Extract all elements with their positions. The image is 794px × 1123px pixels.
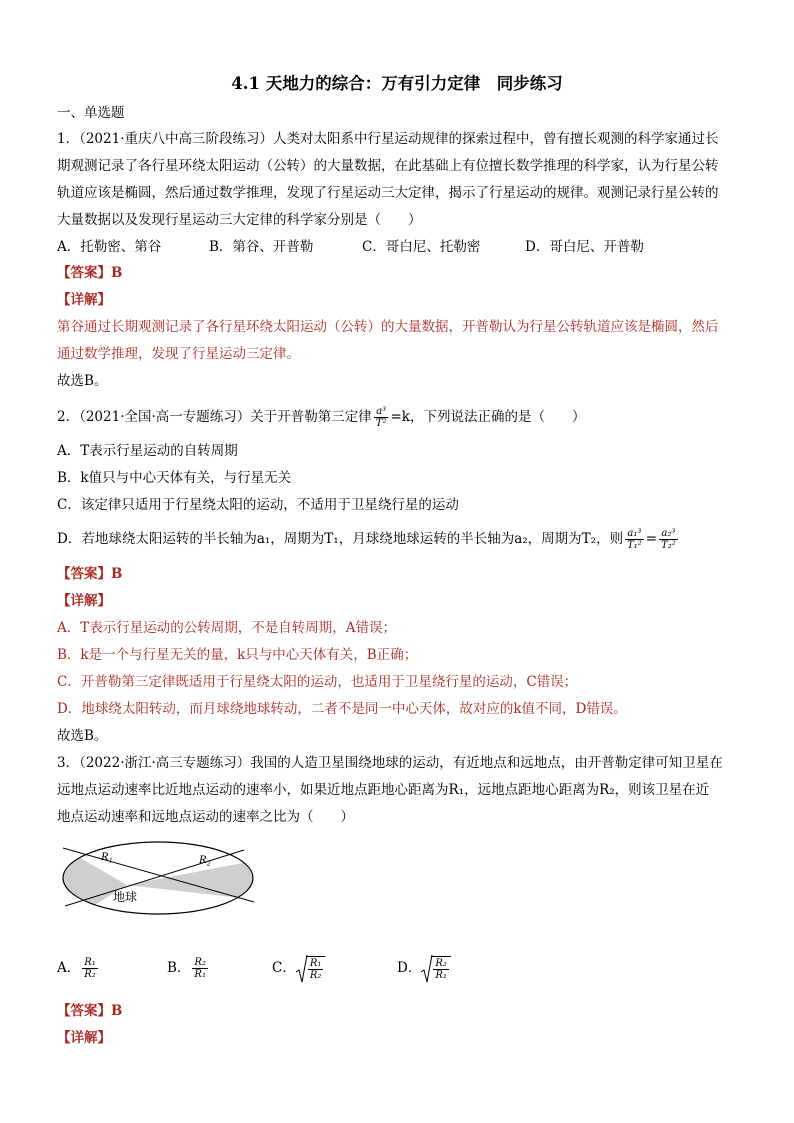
q2-formula-numerator: a³ <box>374 406 389 418</box>
option-label: A． <box>57 960 81 976</box>
option-label: B． <box>167 960 191 976</box>
q1-stem-line-3: 轨道应该是椭圆，然后通过数学推理，发现了行星运动三大定律，揭示了行星运动的规律。观测记录行星公转的 <box>57 185 719 201</box>
fraction-denominator: R₂ <box>309 970 322 981</box>
q2-formula-denominator: T² <box>375 418 387 429</box>
r2-label: R₂ <box>199 852 211 866</box>
fraction-numerator: R₂ <box>435 958 447 969</box>
q3-stem-line-3: 地点运动速率和远地点运动的速率之比为（ ） <box>57 809 354 825</box>
q1-option-b: B．第谷、开普勒 <box>209 239 314 255</box>
q2-law-formula <box>374 406 389 429</box>
q2-answer: 【答案】B <box>57 566 123 582</box>
q2-option-a: A．T表示行星运动的自转周期 <box>57 443 238 459</box>
q3-option-d <box>397 956 451 981</box>
option-fraction <box>82 957 98 980</box>
q1-conclusion: 故选B。 <box>57 373 108 389</box>
q2-option-c: C．该定律只适用于行星绕太阳的运动，不适用于卫星绕行星的运动 <box>57 497 459 513</box>
option-label: C． <box>272 960 296 976</box>
q1-answer: 【答案】B <box>57 265 123 281</box>
q2-stem-prefix: 2．（2021·全国·高一专题练习）关于开普勒第三定律 <box>57 409 372 425</box>
q2-detail-line-1: A．T表示行星运动的公转周期，不是自转周期，A错误； <box>57 620 397 636</box>
q3-stem-line-1: 3．（2022·浙江·高三专题练习）我国的人造卫星围绕地球的运动，有近地点和远地点，由开普勒定律可知卫星在 <box>57 755 723 771</box>
r1-label: R₁ <box>101 849 113 863</box>
q1-option-d: D．哥白尼、开普勒 <box>525 239 644 255</box>
q2-option-d <box>57 528 680 551</box>
q1-stem-line-1: 1．（2021·重庆八中高三阶段练习）人类对太阳系中行星运动规律的探索过程中，曾有擅长观测的科学家通过长 <box>57 131 719 147</box>
q2-detail-line-4: D．地球绕太阳转动，而月球绕地球转动，二者不是同一中心天体，故对应的k值不同，D错误。 <box>57 701 627 717</box>
sqrt-symbol <box>421 956 451 981</box>
fraction-numerator: a₂³ <box>659 528 678 540</box>
fraction-numerator: a₁³ <box>625 528 644 540</box>
q1-option-a: A．托勒密、第谷 <box>57 239 162 255</box>
option-label: D． <box>397 960 422 976</box>
q2-detail-line-3: C．开普勒第三定律既适用于行星绕太阳的运动，也适用于卫星绕行星的运动，C错误； <box>57 674 578 690</box>
near-point-sector <box>58 848 127 920</box>
q2-detail-line-2: B．k是一个与行星无关的量，k只与中心天体有关，B正确； <box>57 647 418 663</box>
fraction-numerator: R₁ <box>84 957 96 968</box>
fraction-denominator: R₂ <box>84 969 96 980</box>
option-fraction <box>308 958 324 981</box>
q1-stem-line-4: 大量数据以及发现行星运动三大定律的科学家分别是（ ） <box>57 212 422 228</box>
q3-options <box>57 956 451 981</box>
orbit-diagram <box>58 838 258 920</box>
q1-detail-line-2: 通过数学推理，发现了行星运动三定律。 <box>57 346 300 362</box>
q3-option-b <box>167 957 272 980</box>
q2-stem-suffix: =k，下列说法正确的是（ ） <box>390 409 586 425</box>
q2-option-b: B．k值只与中心天体有关，与行星无关 <box>57 470 292 486</box>
sqrt-symbol <box>296 956 326 981</box>
q1-detail-line-1: 第谷通过长期观测记录了各行星环绕太阳运动（公转）的大量数据，开普勒认为行星公转轨道应该是椭圆，然后 <box>57 319 719 335</box>
q3-answer: 【答案】B <box>57 1003 123 1019</box>
q2-stem <box>57 406 585 429</box>
earth-label: 地球 <box>113 890 138 904</box>
option-fraction <box>192 957 208 980</box>
fraction-numerator: R₂ <box>194 957 206 968</box>
page-title: 4.1 天地力的综合：万有引力定律 同步练习 <box>231 74 563 93</box>
q1-stem-line-2: 期观测记录了各行星环绕太阳运动（公转）的大量数据，在此基础上有位擅长数学推理的科学家，认为行星公转 <box>57 158 719 174</box>
q1-options <box>57 238 644 256</box>
q2-option-d-fraction-2 <box>659 528 678 551</box>
q2-option-d-fraction-1 <box>625 528 644 551</box>
q2-option-d-equals: = <box>645 531 658 547</box>
option-fraction <box>433 958 449 981</box>
q1-option-c: C．哥白尼、托勒密 <box>362 239 481 255</box>
q3-option-c <box>272 956 397 981</box>
section-heading: 一、单选题 <box>57 105 125 121</box>
q3-detail-label: 【详解】 <box>57 1030 111 1046</box>
fraction-denominator: R₁ <box>194 969 206 980</box>
q3-option-a <box>57 957 167 980</box>
fraction-denominator: T₁² <box>627 540 642 551</box>
fraction-denominator: R₁ <box>435 970 447 981</box>
q2-conclusion: 故选B。 <box>57 728 108 744</box>
q2-option-d-text: D．若地球绕太阳运转的半长轴为a₁，周期为T₁，月球绕地球运转的半长轴为a₂，周期为T₂，则 <box>57 531 624 547</box>
q3-stem-line-2: 远地点运动速率比近地点运动的速率小，如果近地点距地心距离为R₁，远地点距地心距离为R₂，则该卫星在近 <box>57 782 710 798</box>
q1-detail-label: 【详解】 <box>57 292 111 308</box>
fraction-numerator: R₁ <box>309 958 322 969</box>
q2-detail-label: 【详解】 <box>57 593 111 609</box>
fraction-denominator: T₂² <box>661 540 676 551</box>
